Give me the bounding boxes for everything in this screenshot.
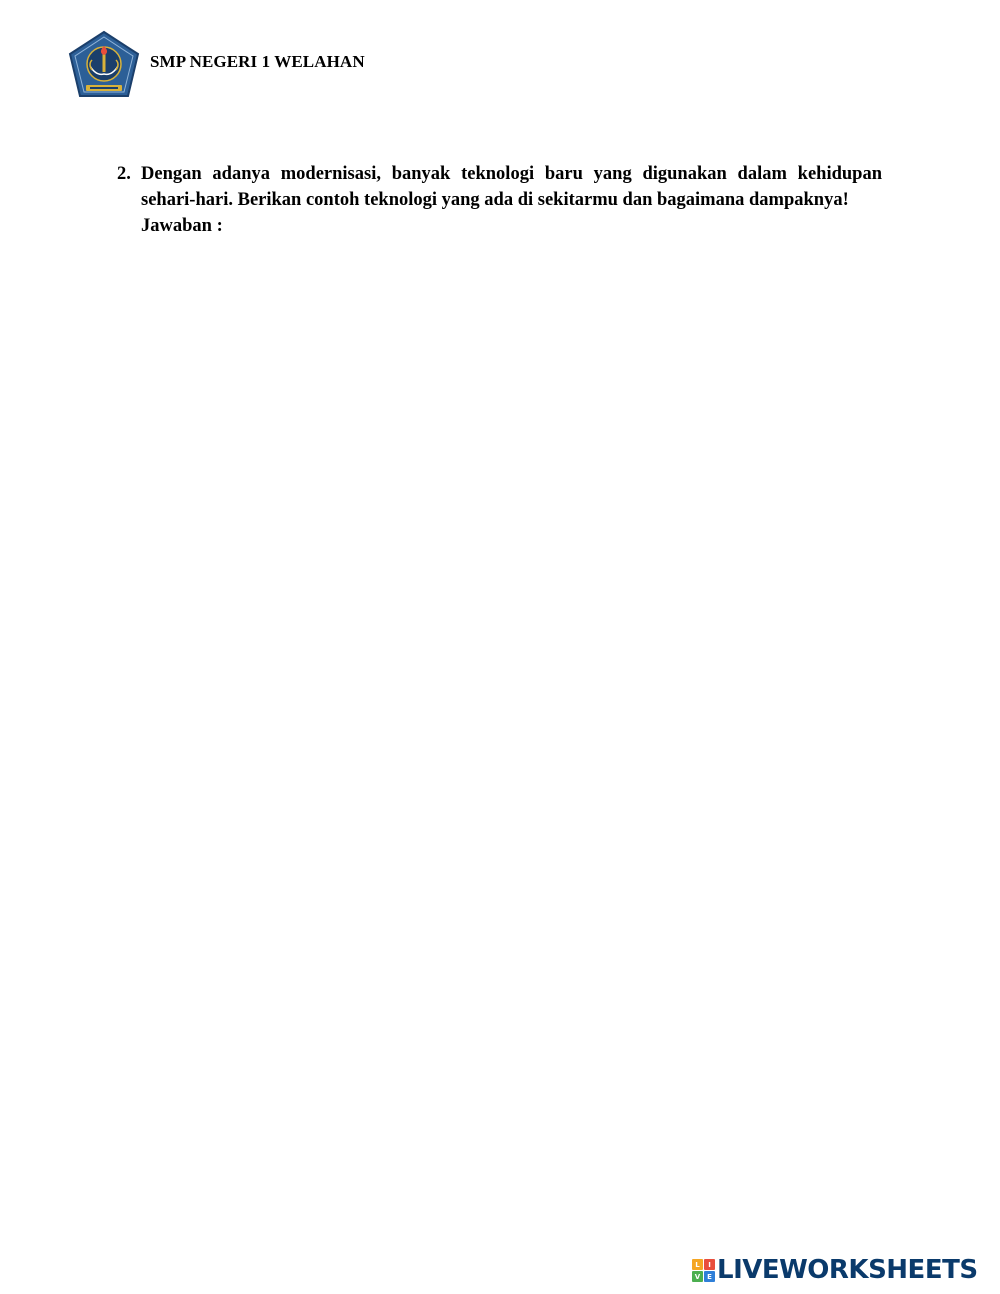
question-number: 2. (117, 164, 131, 184)
answer-area[interactable] (141, 272, 882, 1172)
brand-letter-i: I (704, 1259, 715, 1270)
answer-label: Jawaban : (141, 216, 223, 236)
page-header (68, 30, 365, 100)
question-item (117, 161, 882, 239)
school-crest-icon (68, 30, 140, 100)
brand-text: LIVEWORKSHEETS (717, 1255, 978, 1285)
brand-letter-v: V (692, 1271, 703, 1282)
liveworksheets-logo-icon (692, 1259, 714, 1281)
brand-letter-e: E (704, 1271, 715, 1282)
question-text: Dengan adanya modernisasi, banyak teknologi baru yang digunakan dalam kehidupan sehari-hari. Berikan contoh teknologi yang ada di sekitarmu dan bagaimana dampaknya! (141, 164, 882, 210)
liveworksheets-brand (692, 1255, 978, 1285)
school-name: SMP NEGERI 1 WELAHAN (150, 52, 365, 71)
brand-letter-l: L (692, 1259, 703, 1270)
